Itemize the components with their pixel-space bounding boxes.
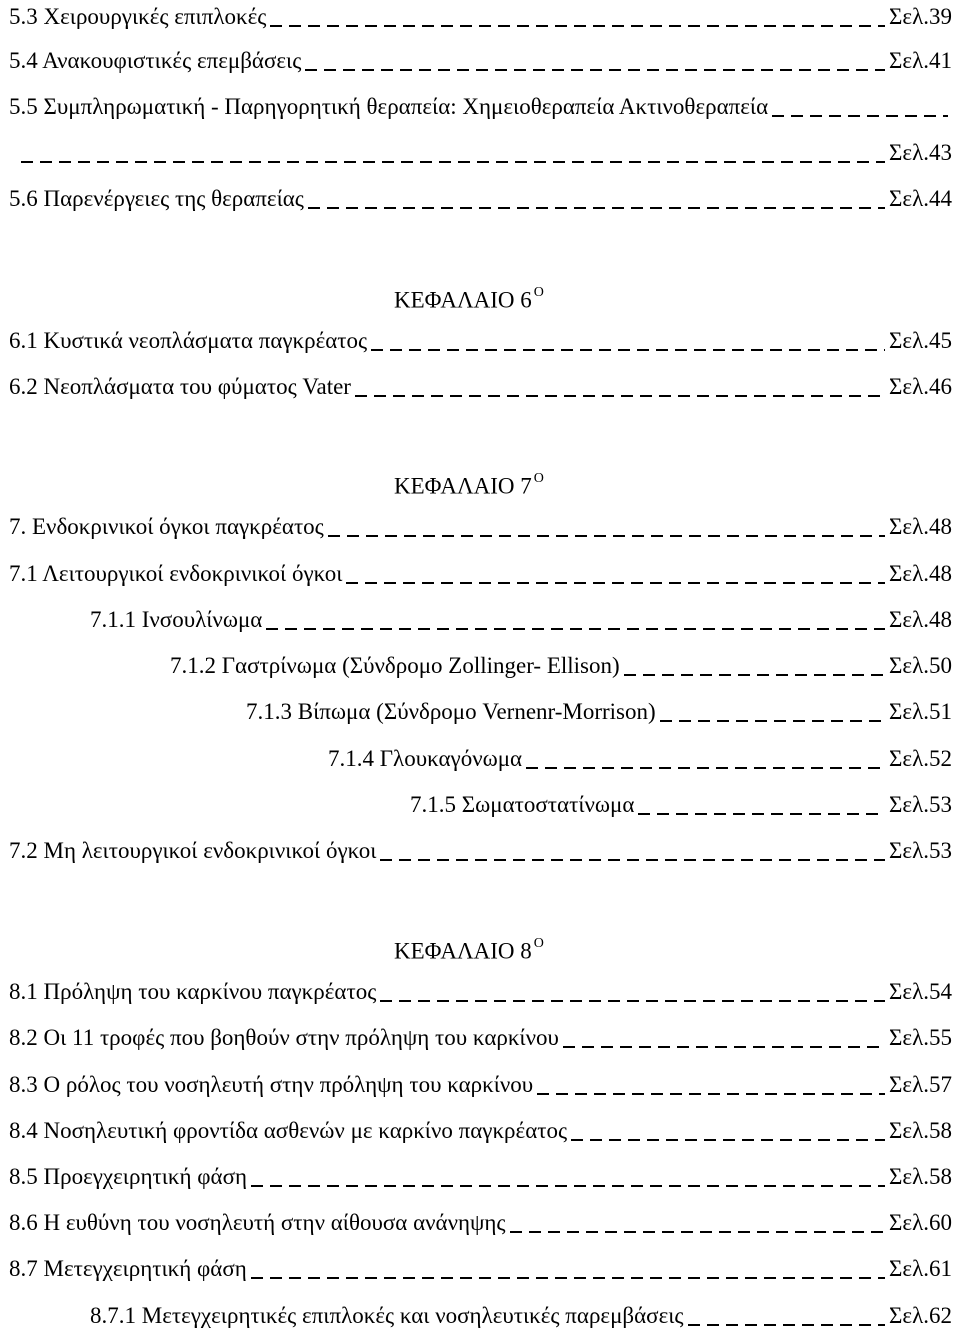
toc-entry-label: 5.4 Ανακουφιστικές επεμβάσεις — [9, 48, 302, 73]
toc-entry-label: 8.2 Οι 11 τροφές που βοηθούν στην πρόληψη του καρκίνου — [9, 1025, 559, 1050]
toc-page-number: Σελ.43 — [889, 140, 952, 165]
toc-entry-label: 8.5 Προεγχειρητική φάση — [9, 1164, 248, 1189]
toc-page-number: Σελ.41 — [889, 48, 952, 73]
toc-entry-7 — [9, 510, 952, 544]
dotted-leader — [355, 395, 885, 397]
dotted-leader — [251, 1185, 885, 1187]
toc-page-number: Σελ.55 — [889, 1025, 952, 1050]
dotted-leader — [380, 1000, 885, 1002]
toc-entry-8-7-1 — [90, 1299, 952, 1333]
toc-entry-label: 8.7 Μετεγχειρητική φάση — [9, 1256, 247, 1281]
dotted-leader — [380, 859, 885, 861]
dotted-leader — [660, 720, 885, 722]
chapter-heading-6: ΚΕΦΑΛΑΙΟ 6 $^O$ — [394, 285, 544, 313]
toc-entry-8-1 — [9, 975, 952, 1009]
dotted-leader — [371, 349, 885, 351]
dotted-leader — [270, 25, 885, 27]
toc-entry-7-1-4 — [328, 742, 952, 776]
toc-entry-6-1 — [9, 324, 952, 358]
toc-entry-label: 7. Ενδοκρινικοί όγκοι παγκρέατος — [9, 514, 324, 539]
toc-entry-7-1-5 — [410, 788, 952, 822]
toc-page-number: Σελ.39 — [889, 4, 952, 29]
dotted-leader — [688, 1324, 886, 1326]
toc-entry-label: 8.4 Νοσηλευτική φροντίδα ασθενών με καρκίνο παγκρέατος — [9, 1118, 568, 1143]
toc-page-number: Σελ.58 — [889, 1118, 952, 1143]
dotted-leader — [346, 582, 885, 584]
toc-entry-label: 5.6 Παρενέργειες της θεραπείας — [9, 186, 304, 211]
toc-page-number: Σελ.53 — [889, 838, 952, 863]
toc-entry-7-1-1 — [90, 603, 952, 637]
toc-entry-5-6 — [9, 182, 952, 216]
toc-page-number: Σελ.62 — [889, 1303, 952, 1328]
toc-page-number: Σελ.45 — [889, 328, 952, 353]
toc-entry-5-3 — [9, 0, 952, 34]
toc-page-number: Σελ.52 — [889, 746, 952, 771]
toc-page-number: Σελ.44 — [889, 186, 952, 211]
toc-entry-label: 7.1.1 Ινσουλίνωμα — [90, 607, 263, 632]
toc-entry-label: 7.1.3 Βίπωμα (Σύνδρομο Vernenr-Morrison) — [246, 699, 656, 724]
dotted-leader — [328, 535, 885, 537]
toc-entry-7-1-3 — [246, 695, 952, 729]
toc-entry-8-4 — [9, 1114, 952, 1148]
chapter-heading-7: ΚΕΦΑΛΑΙΟ 7 $^O$ — [394, 471, 544, 499]
toc-page-number: Σελ.58 — [889, 1164, 952, 1189]
toc-entry-8-6 — [9, 1206, 952, 1240]
toc-entry-label: 8.3 Ο ρόλος του νοσηλευτή στην πρόληψη του καρκίνου — [9, 1072, 534, 1097]
toc-entry-label: 5.3 Χειρουργικές επιπλοκές — [9, 4, 267, 29]
dotted-leader — [772, 115, 948, 117]
toc-entry-label: 7.1.2 Γαστρίνωμα (Σύνδρομο Zollinger- Ellison) — [170, 653, 620, 678]
dotted-leader — [21, 161, 885, 163]
toc-entry-label: 7.1.4 Γλουκαγόνωμα — [328, 746, 523, 771]
toc-page-number: Σελ.48 — [889, 561, 952, 586]
toc-entry-label: 8.7.1 Μετεγχειρητικές επιπλοκές και νοσηλευτικές παρεμβάσεις — [90, 1303, 684, 1328]
dotted-leader — [266, 628, 885, 630]
toc-entry-8-2 — [9, 1021, 952, 1055]
toc-entry-5-5 — [9, 90, 952, 124]
toc-page-number: Σελ.46 — [889, 374, 952, 399]
toc-page-number: Σελ.48 — [889, 607, 952, 632]
toc-entry-5-4 — [9, 44, 952, 78]
dotted-leader — [526, 767, 885, 769]
toc-entry-8-7 — [9, 1252, 952, 1286]
chapter-heading-8: ΚΕΦΑΛΑΙΟ 8 $^O$ — [394, 936, 544, 964]
toc-page-number: Σελ.50 — [889, 653, 952, 678]
toc-entry-8-5 — [9, 1160, 952, 1194]
toc-page-number: Σελ.53 — [889, 792, 952, 817]
toc-entry-label: 7.2 Μη λειτουργικοί ενδοκρινικοί όγκοι — [9, 838, 377, 863]
dotted-leader — [510, 1231, 886, 1233]
toc-entry-7-1-2 — [170, 649, 952, 683]
toc-page-number: Σελ.48 — [889, 514, 952, 539]
toc-page-number: Σελ.61 — [889, 1256, 952, 1281]
toc-page-number: Σελ.60 — [889, 1210, 952, 1235]
toc-entry-label: 7.1.5 Σωματοστατίνωμα — [410, 792, 635, 817]
dotted-leader — [638, 813, 885, 815]
toc-entry-label: 6.2 Νεοπλάσματα του φύματος Vater — [9, 374, 351, 399]
toc-page-number: Σελ.54 — [889, 979, 952, 1004]
dotted-leader — [563, 1046, 885, 1048]
dotted-leader — [308, 207, 885, 209]
toc-entry-label: 5.5 Συμπληρωματική - Παρηγορητική θεραπεία: Χημειοθεραπεία Ακτινοθεραπεία — [9, 94, 769, 119]
toc-entry-label: 8.1 Πρόληψη του καρκίνου παγκρέατος — [9, 979, 377, 1004]
toc-entry-label: 7.1 Λειτουργικοί ενδοκρινικοί όγκοι — [9, 561, 343, 586]
toc-page-number: Σελ.51 — [889, 699, 952, 724]
toc-entry-7-1 — [9, 557, 952, 591]
dotted-leader — [305, 69, 885, 71]
toc-entry-6-2 — [9, 370, 952, 404]
dotted-leader — [571, 1139, 885, 1141]
toc-entry-label: 6.1 Κυστικά νεοπλάσματα παγκρέατος — [9, 328, 368, 353]
toc-entry-label: 8.6 Η ευθύνη του νοσηλευτή στην αίθουσα ανάνηψης — [9, 1210, 506, 1235]
toc-entry-5-5-continued — [21, 136, 952, 170]
toc-page-number: Σελ.57 — [889, 1072, 952, 1097]
dotted-leader — [251, 1277, 885, 1279]
dotted-leader — [537, 1093, 885, 1095]
dotted-leader — [624, 674, 885, 676]
toc-entry-7-2 — [9, 834, 952, 868]
toc-entry-8-3 — [9, 1068, 952, 1102]
